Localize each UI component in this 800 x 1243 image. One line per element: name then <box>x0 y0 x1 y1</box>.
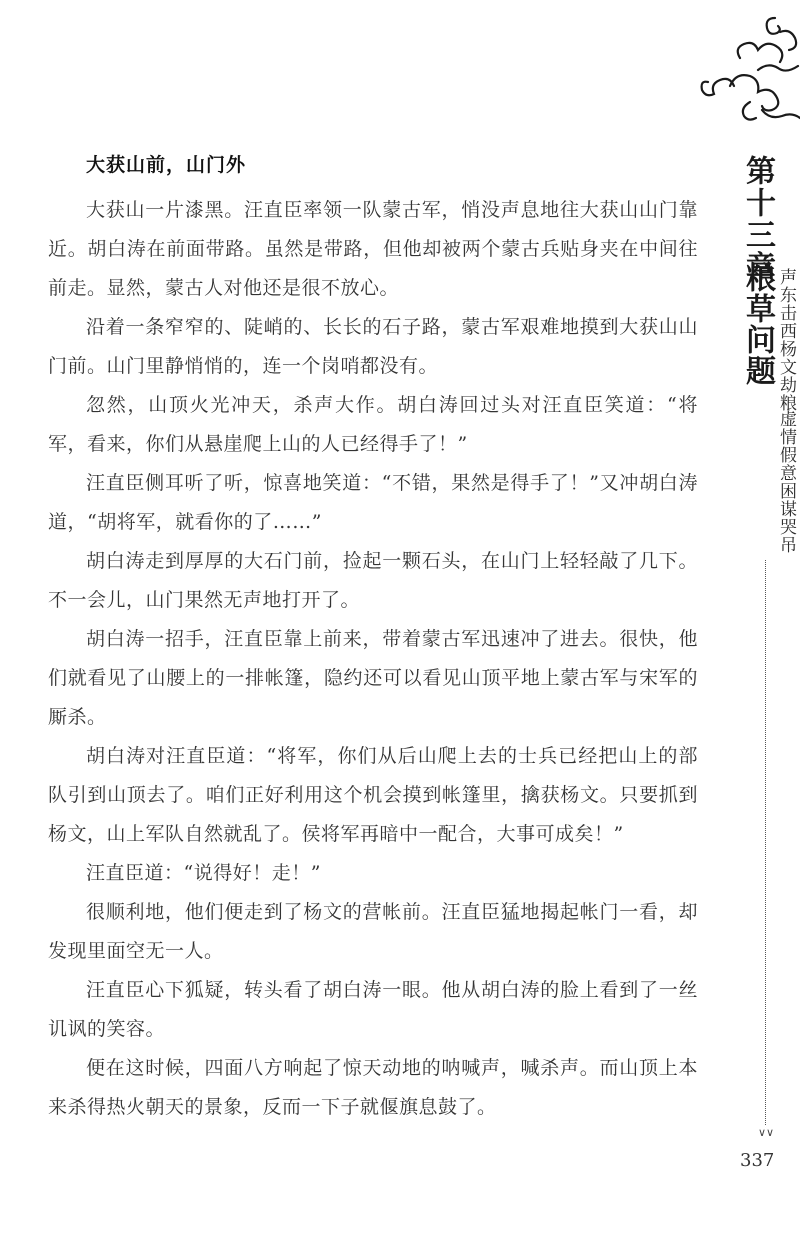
paragraph: 汪直臣侧耳听了听，惊喜地笑道：“不错，果然是得手了！”又冲胡白涛道，“胡将军，就看你的了……” <box>48 472 698 533</box>
cloud-icon <box>700 10 800 130</box>
chapter-subtitle-first: 声东击西杨文劫粮 <box>776 268 796 412</box>
section-heading: 大获山前，山门外 <box>86 154 247 176</box>
paragraph: 汪直臣道：“说得好！走！” <box>86 862 321 884</box>
paragraph: 沿着一条窄窄的、陡峭的、长长的石子路，蒙古军艰难地摸到大获山山门前。山门里静悄悄的，连一个岗哨都没有。 <box>48 316 698 377</box>
page-number: 337 <box>740 1150 775 1171</box>
body-text <box>48 150 698 1127</box>
chapter-title: 粮草问题 <box>740 262 775 386</box>
chevron-down-icon: ∨∨ <box>757 1126 775 1139</box>
paragraph: 胡白涛对汪直臣道：“将军，你们从后山爬上去的士兵已经把山上的部队引到山顶去了。咱们正好利用这个机会摸到帐篷里，擒获杨文。只要抓到杨文，山上军队自然就乱了。侯将军再暗中一配合，大事可成矣！” <box>48 745 698 845</box>
paragraph: 胡白涛一招手，汪直臣靠上前来，带着蒙古军迅速冲了进去。很快，他们就看见了山腰上的一排帐篷，隐约还可以看见山顶平地上蒙古军与宋军的厮杀。 <box>48 628 698 728</box>
chapter-subtitle-second: 虚情假意困谋哭吊 <box>776 410 796 554</box>
paragraph: 很顺利地，他们便走到了杨文的营帐前。汪直臣猛地揭起帐门一看，却发现里面空无一人。 <box>48 901 698 962</box>
paragraph: 汪直臣心下狐疑，转头看了胡白涛一眼。他从胡白涛的脸上看到了一丝讥讽的笑容。 <box>48 979 698 1040</box>
chapter-number: 第十三章 <box>740 155 775 283</box>
paragraph: 便在这时候，四面八方响起了惊天动地的呐喊声，喊杀声。而山顶上本来杀得热火朝天的景象，反而一下子就偃旗息鼓了。 <box>48 1057 698 1118</box>
dotted-divider <box>765 560 766 1125</box>
paragraph: 大获山一片漆黑。汪直臣率领一队蒙古军，悄没声息地往大获山山门靠近。胡白涛在前面带路。虽然是带路，但他却被两个蒙古兵贴身夹在中间往前走。显然，蒙古人对他还是很不放心。 <box>48 199 698 299</box>
paragraph: 胡白涛走到厚厚的大石门前，捡起一颗石头，在山门上轻轻敲了几下。不一会儿，山门果然无声地打开了。 <box>48 550 698 611</box>
paragraph: 忽然，山顶火光冲天，杀声大作。胡白涛回过头对汪直臣笑道：“将军，看来，你们从悬崖爬上山的人已经得手了！” <box>48 394 698 455</box>
